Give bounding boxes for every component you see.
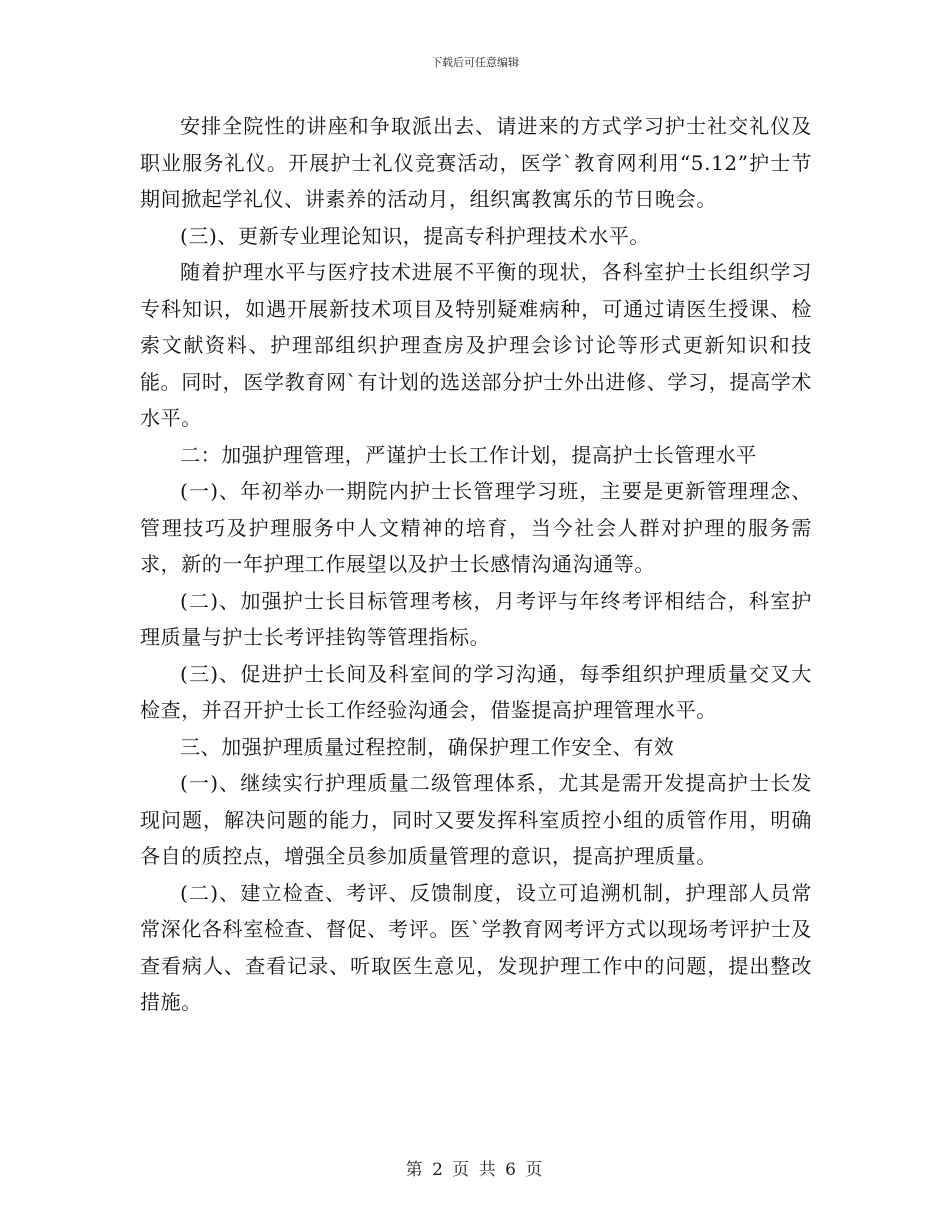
page-header-note: 下载后可任意编辑 xyxy=(431,56,519,69)
document-body xyxy=(140,108,812,1021)
paragraph-heading-update-knowledge: (三)、更新专业理论知识，提高专科护理技术水平。 xyxy=(180,223,651,248)
paragraph-target-management-assessment: (二)、加强护士长目标管理考核，月考评与年终考评相结合，科室护理质量与护士长考评挂钩等管理指标。 xyxy=(140,588,812,649)
paragraph-inspection-feedback-system: (二)、建立检查、考评、反馈制度，设立可追溯机制，护理部人员常常深化各科室检查、督促、考评。医`学教育网考评方式以现场考评护士及查看病人、查看记录、听取医生意见，发现护理工作中的问题，提出整改措施。 xyxy=(140,880,812,1014)
paragraph-specialty-learning: 随着护理水平与医疗技术进展不平衡的现状，各科室护士长组织学习专科知识，如遇开展新技术项目及特别疑难病种，可通过请医生授课、检索文献资料、护理部组织护理查房及护理会诊讨论等形式更新知识和技能。同时，医学教育网`有计划的选送部分护士外出进修、学习，提高学术水平。 xyxy=(140,260,812,430)
paragraph-etiquette-training: 安排全院性的讲座和争取派出去、请进来的方式学习护士社交礼仪及职业服务礼仪。开展护士礼仪竞赛活动，医学`教育网利用“5.12”护士节期间掀起学礼仪、讲素养的活动月，组织寓教寓乐的节日晚会。 xyxy=(140,114,812,211)
paragraph-cross-inspection: (三)、促进护士长间及科室间的学习沟通，每季组织护理质量交叉大检查，并召开护士长工作经验沟通会，借鉴提高护理管理水平。 xyxy=(140,661,812,722)
page-number-footer: 第 2 页 共 6 页 xyxy=(405,1160,545,1180)
paragraph-head-nurse-training-class: (一)、年初举办一期院内护士长管理学习班，主要是更新管理理念、管理技巧及护理服务中人文精神的培育，当今社会人群对护理的服务需求，新的一年护理工作展望以及护士长感情沟通沟通等。 xyxy=(140,479,812,576)
paragraph-two-level-quality-system: (一)、继续实行护理质量二级管理体系，尤其是需开发提高护士长发现问题，解决问题的能力，同时又要发挥科室质控小组的质管作用，明确各自的质控点，增强全员参加质量管理的意识，提高护理质量。 xyxy=(140,771,812,868)
paragraph-heading-quality-control: 三、加强护理质量过程控制，确保护理工作安全、有效 xyxy=(180,734,675,759)
paragraph-heading-strengthen-management: 二：加强护理管理，严谨护士长工作计划，提高护士长管理水平 xyxy=(180,442,757,467)
